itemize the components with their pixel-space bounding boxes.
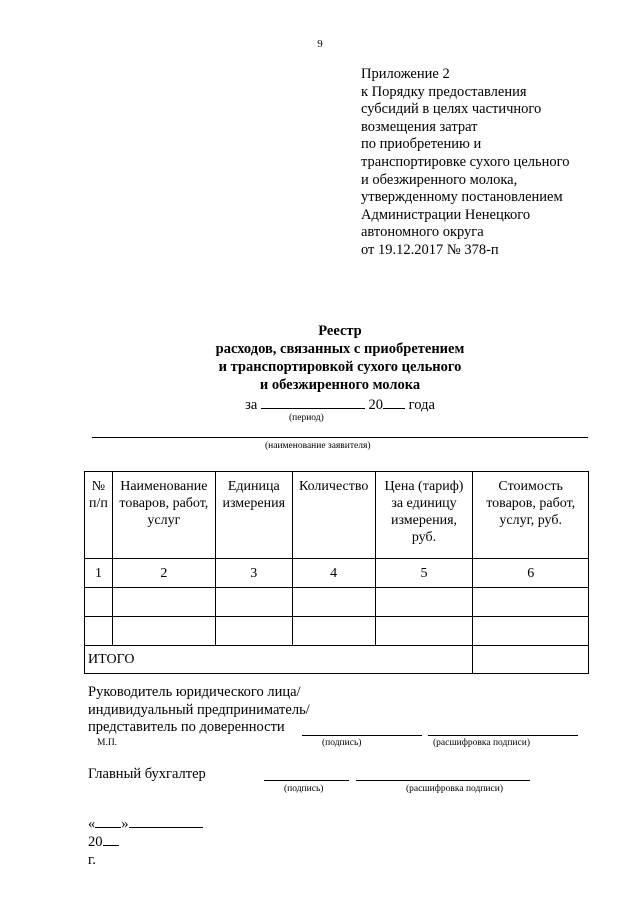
period-prefix: за xyxy=(245,397,258,413)
table-cell xyxy=(375,617,473,646)
date-year-blank xyxy=(103,833,119,846)
header-cell: Единица измерения xyxy=(215,472,292,559)
date-open-quote: « xyxy=(88,815,96,832)
title-line: расходов, связанных с приобретением xyxy=(215,341,465,357)
head-decode-line xyxy=(428,735,578,736)
table-cell xyxy=(112,588,215,617)
column-number: 3 xyxy=(215,559,292,588)
period-line xyxy=(100,396,580,414)
registry-table xyxy=(84,471,589,674)
applicant-caption: (наименование заявителя) xyxy=(265,441,371,451)
table-cell xyxy=(292,588,375,617)
month-blank xyxy=(129,815,203,828)
accountant-sign-caption: (подпись) xyxy=(284,784,324,794)
head-sign-caption: (подпись) xyxy=(322,738,362,748)
head-signature-line xyxy=(302,735,422,736)
period-suffix: года xyxy=(408,397,435,413)
column-number: 1 xyxy=(85,559,113,588)
head-decode-caption: (расшифровка подписи) xyxy=(433,738,530,748)
column-number: 5 xyxy=(375,559,473,588)
stamp-label: М.П. xyxy=(97,738,118,748)
total-label: ИТОГО xyxy=(85,646,473,674)
date-close-quote: » xyxy=(121,815,129,832)
period-blank xyxy=(261,396,365,409)
title-line: и обезжиренного молока xyxy=(259,377,421,393)
applicant-line xyxy=(92,437,588,438)
header-cell: № п/п xyxy=(85,472,113,559)
column-number: 6 xyxy=(473,559,589,588)
table-cell xyxy=(85,588,113,617)
appendix-note: Приложение 2 к Порядку предоставления субсидий в целях частичного возмещения затрат по приобретению и транспортировке сухого цельного и обезжиренного молока, утвержденному постановлением Администрации Ненецкого автономного округа от 19.12.2017 № 378-п xyxy=(361,66,570,258)
table-cell xyxy=(215,617,292,646)
header-cell: Наименование товаров, работ, услуг xyxy=(112,472,215,559)
date-suffix: г. xyxy=(88,851,96,868)
column-number: 2 xyxy=(112,559,215,588)
head-signatory-label: Руководитель юридического лица/ индивидуальный предприниматель/ представитель по доверенности xyxy=(88,684,310,736)
table-row xyxy=(85,617,589,646)
day-blank xyxy=(95,815,121,828)
column-number: 4 xyxy=(292,559,375,588)
period-year: 20 xyxy=(368,397,384,413)
header-cell: Цена (тариф) за единицу измерения, руб. xyxy=(375,472,473,559)
total-row xyxy=(85,646,589,674)
table-cell xyxy=(85,617,113,646)
header-cell: Количество xyxy=(292,472,375,559)
period-caption: (период) xyxy=(289,413,324,423)
column-number-row xyxy=(85,559,589,588)
accountant-decode-caption: (расшифровка подписи) xyxy=(406,784,503,794)
table-cell xyxy=(375,588,473,617)
accountant-label: Главный бухгалтер xyxy=(88,766,206,782)
date-line xyxy=(88,797,203,869)
table-cell xyxy=(112,617,215,646)
date-year: 20 xyxy=(88,834,103,851)
accountant-signature-line xyxy=(264,780,349,781)
total-value-cell xyxy=(473,646,589,674)
accountant-decode-line xyxy=(356,780,530,781)
table-header-row xyxy=(85,472,589,559)
document-title xyxy=(100,322,580,394)
page-number: 9 xyxy=(317,38,323,50)
table-cell xyxy=(473,588,589,617)
title-line: и транспортировкой сухого цельного xyxy=(218,359,462,375)
header-cell: Стоимость товаров, работ, услуг, руб. xyxy=(473,472,589,559)
table-cell xyxy=(473,617,589,646)
table-row xyxy=(85,588,589,617)
table-cell xyxy=(292,617,375,646)
year-blank xyxy=(383,396,405,409)
table-cell xyxy=(215,588,292,617)
title-line: Реестр xyxy=(318,323,362,339)
